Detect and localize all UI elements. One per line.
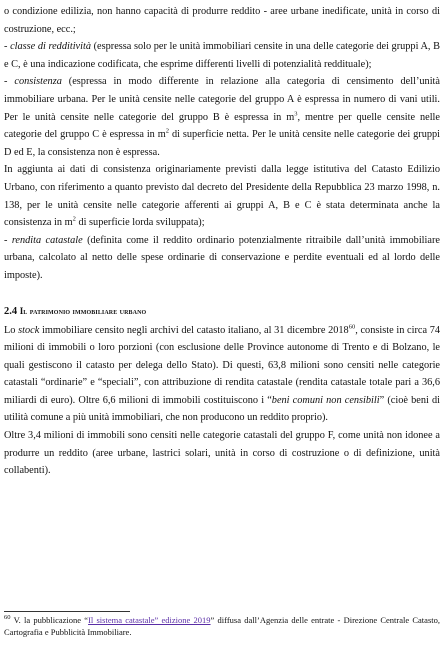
section-title: Il patrimonio immobiliare urbano [19,305,147,316]
text: - [4,76,15,88]
text: di superficie netta. Per le unità censite nelle categorie dei gruppi D ed E, la consistenza non è espressa. [4,129,441,158]
text: , consiste in circa 74 milioni di immobili o loro porzioni (con esclusione delle Province autonome di Trento e di Bolzano, le quali gestiscono il catasto per delega dello Stato). Di questi, 63,8 milioni sono censiti nelle categorie catastali “ordinarie” e “speciali”, con attribuzione di rendita catastale (rendita catastale totale pari a 36,6 miliardi di euro). Oltre 6,6 milioni di immobili costituiscono i “ [4,324,440,406]
paragraph-intro [4,3,440,38]
text: ” (cioè beni di utilità comune a più unità immobiliari, che non producono un reddito proprio). [4,394,440,424]
term-beni-comuni: beni comuni non censibili [271,394,380,406]
document-body [4,3,440,480]
footnote [4,614,440,638]
text: immobiliare censito negli archivi del catasto italiano, al 31 dicembre 2018 [39,324,349,336]
paragraph-aggiunta [4,161,440,231]
term-consistenza: consistenza [14,76,62,88]
footnote-reference[interactable]: 60 [348,323,356,331]
paragraph-gruppo-f [4,427,440,480]
footnote-link[interactable]: Il sistema catastale” edizione 2019 [88,615,211,625]
term-rendita-catastale: rendita catastale [11,234,83,246]
text: , mentre per quelle censite nelle categorie del gruppo C è espressa in m [4,111,440,141]
text: - [4,41,11,53]
text: Oltre 3,4 milioni di immobili sono censiti nelle categorie catastali del gruppo F, come unità non idonee a produrre un reddito (aree urbane, lastrici solari, unità in corso di costruzione o di definizione, unità collabenti). [4,430,440,477]
section-heading [4,303,440,320]
text: (espressa solo per le unità immobiliari censite in una delle categorie dei gruppi A, B e C, è una indicazione codificata, che esprime differenti livelli di potenzialità reddituale); [4,41,440,70]
text: (definita come il reddito ordinario potenzialmente ritraibile dall’unità immobiliare urbana, calcolato al netto delle spese ordinarie di conservazione e perdite eventuali ed al lordo delle imposte). [4,234,440,281]
footnote-divider [4,611,130,612]
text: ” diffusa dall’Agenzia delle entrate - Direzione Centrale Catasto, Cartografia e Pubblicità Immobiliare. [4,615,440,637]
section-number: 2.4 [4,305,18,317]
superscript: 2 [72,215,76,223]
term-stock: stock [18,324,40,336]
text: (espressa in modo differente in relazione alla categoria di censimento dell’unità immobiliare urbana. Per le unità censite nelle categorie del gruppo A è espressa in numero di vani utili. Per le unità censite nelle categorie del gruppo B è espressa in m [4,76,440,123]
text: Lo [4,324,19,336]
superscript: 2 [165,127,170,135]
footnote-number: 60 [4,614,11,622]
term-classe-redditivita: classe di redditività [10,41,91,53]
text: o condizione edilizia, non hanno capacità di produrre reddito - aree urbane inedificate, unità in corso di costruzione, ecc.; [4,6,440,35]
text: V. la pubblicazione “ [10,615,89,625]
paragraph-classe [4,38,440,73]
text: di superficie lorda sviluppata); [75,217,205,229]
text: - [4,234,12,246]
paragraph-consistenza [4,73,440,161]
paragraph-stock [4,322,440,428]
paragraph-rendita [4,232,440,285]
superscript: 3 [294,110,298,118]
text: In aggiunta ai dati di consistenza originariamente previsti dalla legge istitutiva del Catasto Edilizio Urbano, con riferimento a quanto previsto dal decreto del Presidente della Repubblica 23 marzo 1998, n. 138, per le unità censite nelle categorie afferenti ai gruppi A, B e C è stata determinata anche la consistenza in m [4,164,440,229]
